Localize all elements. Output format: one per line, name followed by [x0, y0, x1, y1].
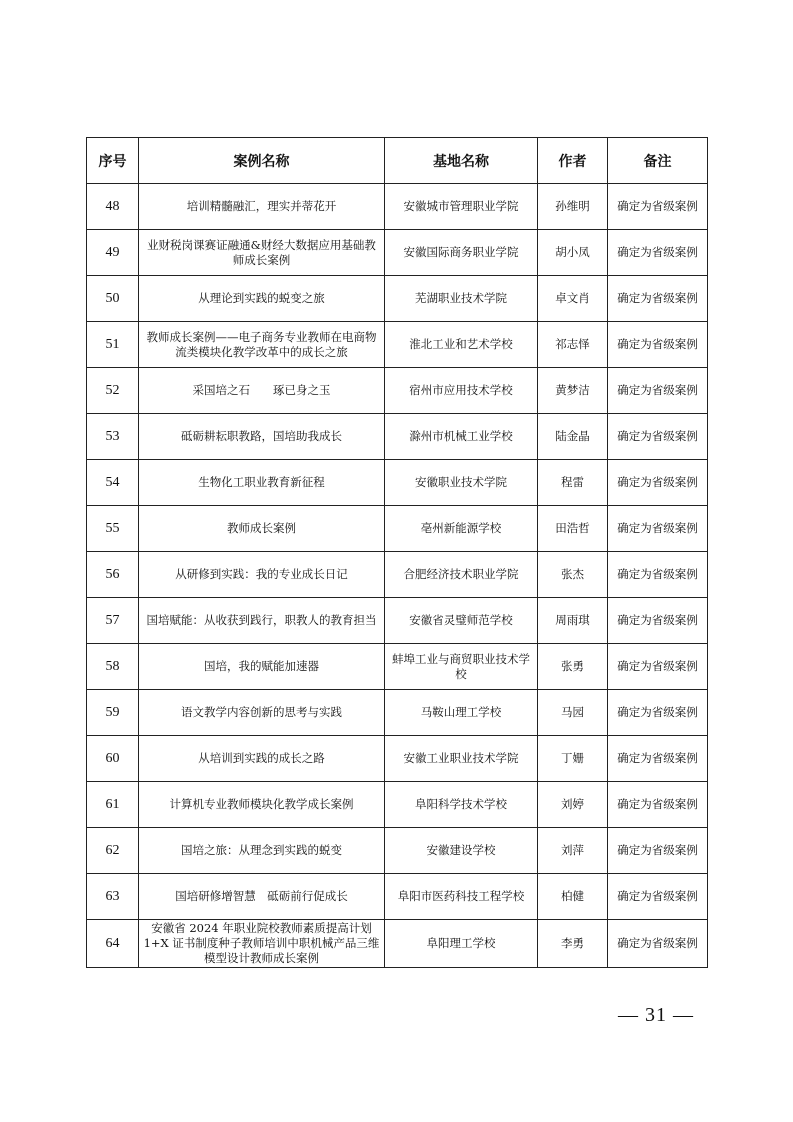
author: 黄梦洁	[538, 368, 608, 414]
row-number: 62	[87, 828, 139, 874]
base-name: 滁州市机械工业学校	[385, 414, 538, 460]
base-name: 淮北工业和艺术学校	[385, 322, 538, 368]
row-number: 55	[87, 506, 139, 552]
case-name: 国培，我的赋能加速器	[139, 644, 385, 690]
row-number: 57	[87, 598, 139, 644]
author: 周雨琪	[538, 598, 608, 644]
row-number: 59	[87, 690, 139, 736]
case-name: 教师成长案例	[139, 506, 385, 552]
case-name: 教师成长案例——电子商务专业教师在电商物流类模块化教学改革中的成长之旅	[139, 322, 385, 368]
author: 田浩哲	[538, 506, 608, 552]
table-row	[87, 506, 708, 552]
header-author: 作者	[538, 138, 608, 184]
author: 刘婷	[538, 782, 608, 828]
row-number: 64	[87, 920, 139, 968]
table-row	[87, 736, 708, 782]
row-number: 63	[87, 874, 139, 920]
case-name: 安徽省 2024 年职业院校教师素质提高计划 1+X 证书制度种子教师培训中职机械产品三维模型设计教师成长案例	[139, 920, 385, 968]
header-case-name: 案例名称	[139, 138, 385, 184]
case-name: 国培赋能：从收获到践行，职教人的教育担当	[139, 598, 385, 644]
table-row	[87, 276, 708, 322]
note: 确定为省级案例	[608, 644, 708, 690]
table-row	[87, 644, 708, 690]
note: 确定为省级案例	[608, 276, 708, 322]
row-number: 53	[87, 414, 139, 460]
case-name: 国培之旅：从理念到实践的蜕变	[139, 828, 385, 874]
note: 确定为省级案例	[608, 598, 708, 644]
row-number: 52	[87, 368, 139, 414]
author: 李勇	[538, 920, 608, 968]
row-number: 60	[87, 736, 139, 782]
author: 胡小凤	[538, 230, 608, 276]
case-name: 从理论到实践的蜕变之旅	[139, 276, 385, 322]
row-number: 48	[87, 184, 139, 230]
note: 确定为省级案例	[608, 690, 708, 736]
author: 丁姗	[538, 736, 608, 782]
note: 确定为省级案例	[608, 736, 708, 782]
row-number: 61	[87, 782, 139, 828]
case-name: 生物化工职业教育新征程	[139, 460, 385, 506]
case-name: 从研修到实践：我的专业成长日记	[139, 552, 385, 598]
case-name: 业财税岗课赛证融通&财经大数据应用基础教师成长案例	[139, 230, 385, 276]
note: 确定为省级案例	[608, 828, 708, 874]
author: 程雷	[538, 460, 608, 506]
case-name: 计算机专业教师模块化教学成长案例	[139, 782, 385, 828]
base-name: 合肥经济技术职业学院	[385, 552, 538, 598]
table-row	[87, 920, 708, 968]
note: 确定为省级案例	[608, 322, 708, 368]
author: 张勇	[538, 644, 608, 690]
table-row	[87, 690, 708, 736]
note: 确定为省级案例	[608, 920, 708, 968]
row-number: 49	[87, 230, 139, 276]
author: 卓文肖	[538, 276, 608, 322]
author: 孙维明	[538, 184, 608, 230]
note: 确定为省级案例	[608, 230, 708, 276]
table-row	[87, 322, 708, 368]
table-row	[87, 552, 708, 598]
table-row	[87, 368, 708, 414]
base-name: 芜湖职业技术学院	[385, 276, 538, 322]
note: 确定为省级案例	[608, 184, 708, 230]
note: 确定为省级案例	[608, 782, 708, 828]
base-name: 阜阳科学技术学校	[385, 782, 538, 828]
base-name: 宿州市应用技术学校	[385, 368, 538, 414]
header-number: 序号	[87, 138, 139, 184]
table-row	[87, 874, 708, 920]
table-header-row	[87, 138, 708, 184]
table-row	[87, 414, 708, 460]
table-row	[87, 598, 708, 644]
author: 刘萍	[538, 828, 608, 874]
case-name: 砥砺耕耘职教路，国培助我成长	[139, 414, 385, 460]
table-row	[87, 828, 708, 874]
author: 马园	[538, 690, 608, 736]
case-name: 从培训到实践的成长之路	[139, 736, 385, 782]
author: 张杰	[538, 552, 608, 598]
base-name: 安徽工业职业技术学院	[385, 736, 538, 782]
row-number: 54	[87, 460, 139, 506]
base-name: 亳州新能源学校	[385, 506, 538, 552]
base-name: 安徽城市管理职业学院	[385, 184, 538, 230]
note: 确定为省级案例	[608, 874, 708, 920]
base-name: 马鞍山理工学校	[385, 690, 538, 736]
header-base-name: 基地名称	[385, 138, 538, 184]
table-row	[87, 230, 708, 276]
note: 确定为省级案例	[608, 460, 708, 506]
row-number: 58	[87, 644, 139, 690]
base-name: 安徽建设学校	[385, 828, 538, 874]
base-name: 安徽职业技术学院	[385, 460, 538, 506]
author: 陆金晶	[538, 414, 608, 460]
note: 确定为省级案例	[608, 414, 708, 460]
case-name: 语文教学内容创新的思考与实践	[139, 690, 385, 736]
case-name: 国培研修增智慧 砥砺前行促成长	[139, 874, 385, 920]
page-number: — 31 —	[618, 1004, 694, 1026]
note: 确定为省级案例	[608, 368, 708, 414]
base-name: 安徽省灵璧师范学校	[385, 598, 538, 644]
table-row	[87, 782, 708, 828]
table-row	[87, 184, 708, 230]
author: 祁志怿	[538, 322, 608, 368]
base-name: 阜阳市医药科技工程学校	[385, 874, 538, 920]
table-row	[87, 460, 708, 506]
note: 确定为省级案例	[608, 552, 708, 598]
header-note: 备注	[608, 138, 708, 184]
case-name: 采国培之石 琢已身之玉	[139, 368, 385, 414]
row-number: 50	[87, 276, 139, 322]
case-table	[86, 137, 708, 968]
base-name: 蚌埠工业与商贸职业技术学校	[385, 644, 538, 690]
case-name: 培训精髓融汇，理实并蒂花开	[139, 184, 385, 230]
note: 确定为省级案例	[608, 506, 708, 552]
author: 柏健	[538, 874, 608, 920]
row-number: 56	[87, 552, 139, 598]
row-number: 51	[87, 322, 139, 368]
base-name: 安徽国际商务职业学院	[385, 230, 538, 276]
base-name: 阜阳理工学校	[385, 920, 538, 968]
